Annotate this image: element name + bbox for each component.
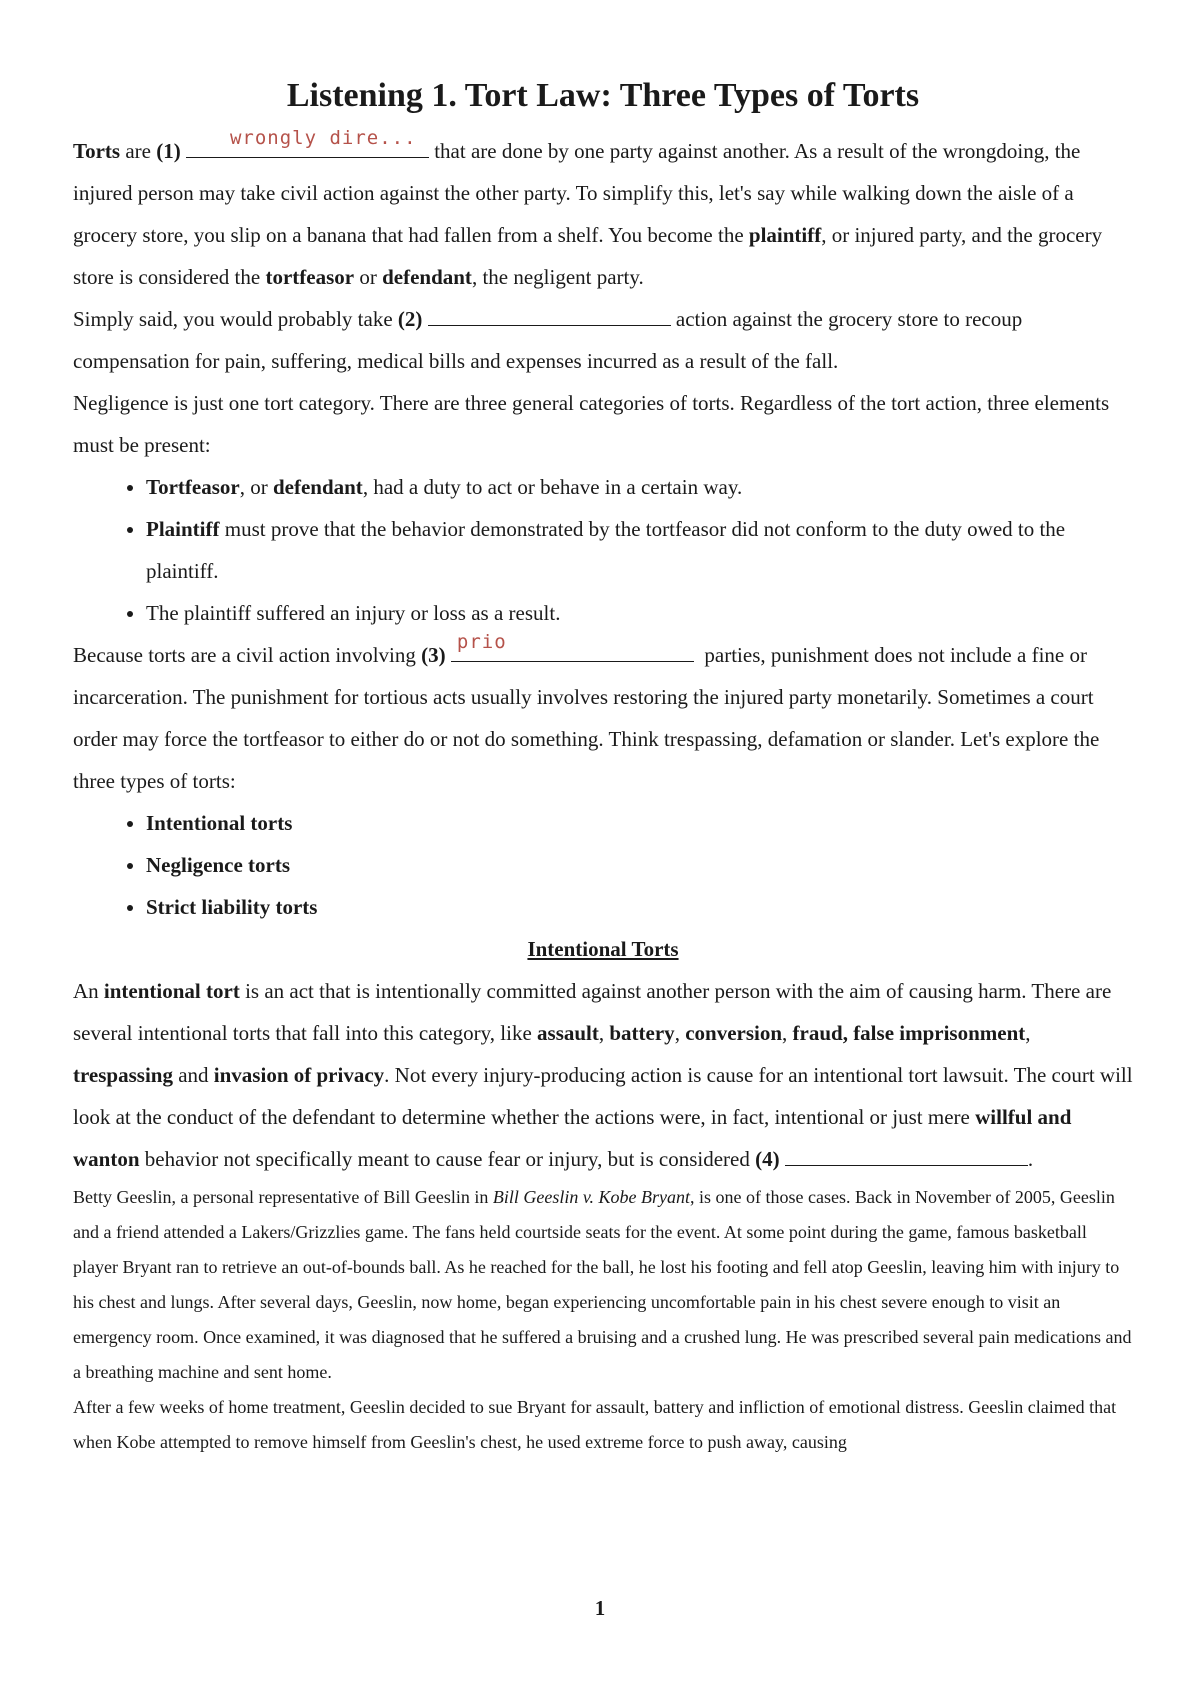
blank-number: (2) bbox=[397, 307, 423, 331]
paragraph-case-geeslin: Betty Geeslin, a personal representative of Bill Geeslin in Bill Geeslin v. Kobe Bryant, is one of those cases. Back in November of 2005, Geeslin and a friend attended a Lakers/Grizzlies game. The fans held courtside seats for the event. At some point during the game, famous basketball player Bryant ran to retrieve an out-of-bounds ball. As he reached for the ball, he lost his footing and fell atop Geeslin, leaving him with injury to his chest and lungs. After several days, Geeslin, now home, began experiencing uncomfortable pain in his chest severe enough to visit an emergency room. Once examined, it was diagnosed that he suffered a bruising and a crushed lung. He was prescribed several pain medications and a breathing machine and sent home. bbox=[73, 1187, 1132, 1382]
list-item: • Negligence torts bbox=[146, 844, 1133, 886]
case-name: Bill Geeslin v. Kobe Bryant bbox=[492, 1187, 691, 1207]
bold-term: defendant bbox=[382, 265, 472, 289]
blank-number: (4) bbox=[755, 1147, 780, 1171]
list-item: • The plaintiff suffered an injury or loss as a result. bbox=[146, 592, 1133, 634]
answer-blank-1[interactable] bbox=[186, 127, 429, 158]
list-item: • Tortfeasor, or defendant, had a duty to act or behave in a certain way. bbox=[146, 466, 1133, 508]
paragraph-case-lawsuit: After a few weeks of home treatment, Geeslin decided to sue Bryant for assault, battery and infliction of emotional distress. Geeslin claimed that when Kobe attempted to remove himself from Geeslin's chest, he used extreme force to push away, causing bbox=[73, 1397, 1117, 1452]
elements-list bbox=[73, 466, 1133, 634]
answer-blank-2[interactable] bbox=[428, 301, 671, 326]
answer-blank-3[interactable] bbox=[451, 631, 694, 662]
blank-number: (1) bbox=[156, 139, 181, 163]
document-content bbox=[73, 68, 1133, 1460]
blank-number: (3) bbox=[421, 643, 446, 667]
paragraph-torts-definition: Torts are (1) wrongly dire... that are done by one party against another. As a result of the wrongdoing, the injured person may take civil action against the other party. To simplify this, let's say while walking down the aisle of a grocery store, you slip on a banana that had fallen from a shelf. You become the plaintiff, or injured party, and the grocery store is considered the tortfeasor or defendant, the negligent party. bbox=[73, 130, 1133, 298]
tort-types-list bbox=[73, 802, 1133, 928]
answer-1-text: wrongly dire... bbox=[229, 127, 417, 149]
paragraph-punishment: Because torts are a civil action involving (3) prio parties, punishment does not include a fine or incarceration. The punishment for tortious acts usually involves restoring the injured party monetarily. Sometimes a court order may force the tortfeasor to either do or not do something. Think trespassing, defamation or slander. Let's explore the three types of torts: bbox=[73, 634, 1133, 802]
bold-term: tortfeasor bbox=[265, 265, 355, 289]
page-title: Listening 1. Tort Law: Three Types of Torts bbox=[286, 77, 920, 114]
bold-term: Torts bbox=[73, 139, 121, 163]
answer-3-text: prio bbox=[456, 631, 507, 653]
list-item: • Intentional torts bbox=[146, 802, 1133, 844]
paragraph-intentional-tort: An intentional tort is an act that is intentionally committed against another person with the aim of causing harm. There are several intentional torts that fall into this category, like assault, battery, conversion, fraud, false imprisonment, trespassing and invasion of privacy. Not every injury-producing action is cause for an intentional tort lawsuit. The court will look at the conduct of the defendant to determine whether the actions were, in fact, intentional or just mere willful and wanton behavior not specifically meant to cause fear or injury, but is considered (4) . bbox=[73, 979, 1133, 1171]
paragraph-civil-action: Simply said, you would probably take (2) action against the grocery store to recoup compensation for pain, suffering, medical bills and expenses incurred as a result of the fall. bbox=[73, 298, 1133, 382]
paragraph-negligence: Negligence is just one tort category. There are three general categories of torts. Regardless of the tort action, three elements must be present: bbox=[73, 391, 1110, 457]
bold-term: plaintiff bbox=[748, 223, 822, 247]
answer-blank-4[interactable] bbox=[785, 1141, 1028, 1166]
section-heading: Intentional Torts bbox=[527, 937, 679, 961]
list-item: • Plaintiff must prove that the behavior demonstrated by the tortfeasor did not conform to the duty owed to the plaintiff. bbox=[146, 508, 1133, 592]
page-number: 1 bbox=[594, 1596, 606, 1620]
list-item: • Strict liability torts bbox=[146, 886, 1133, 928]
